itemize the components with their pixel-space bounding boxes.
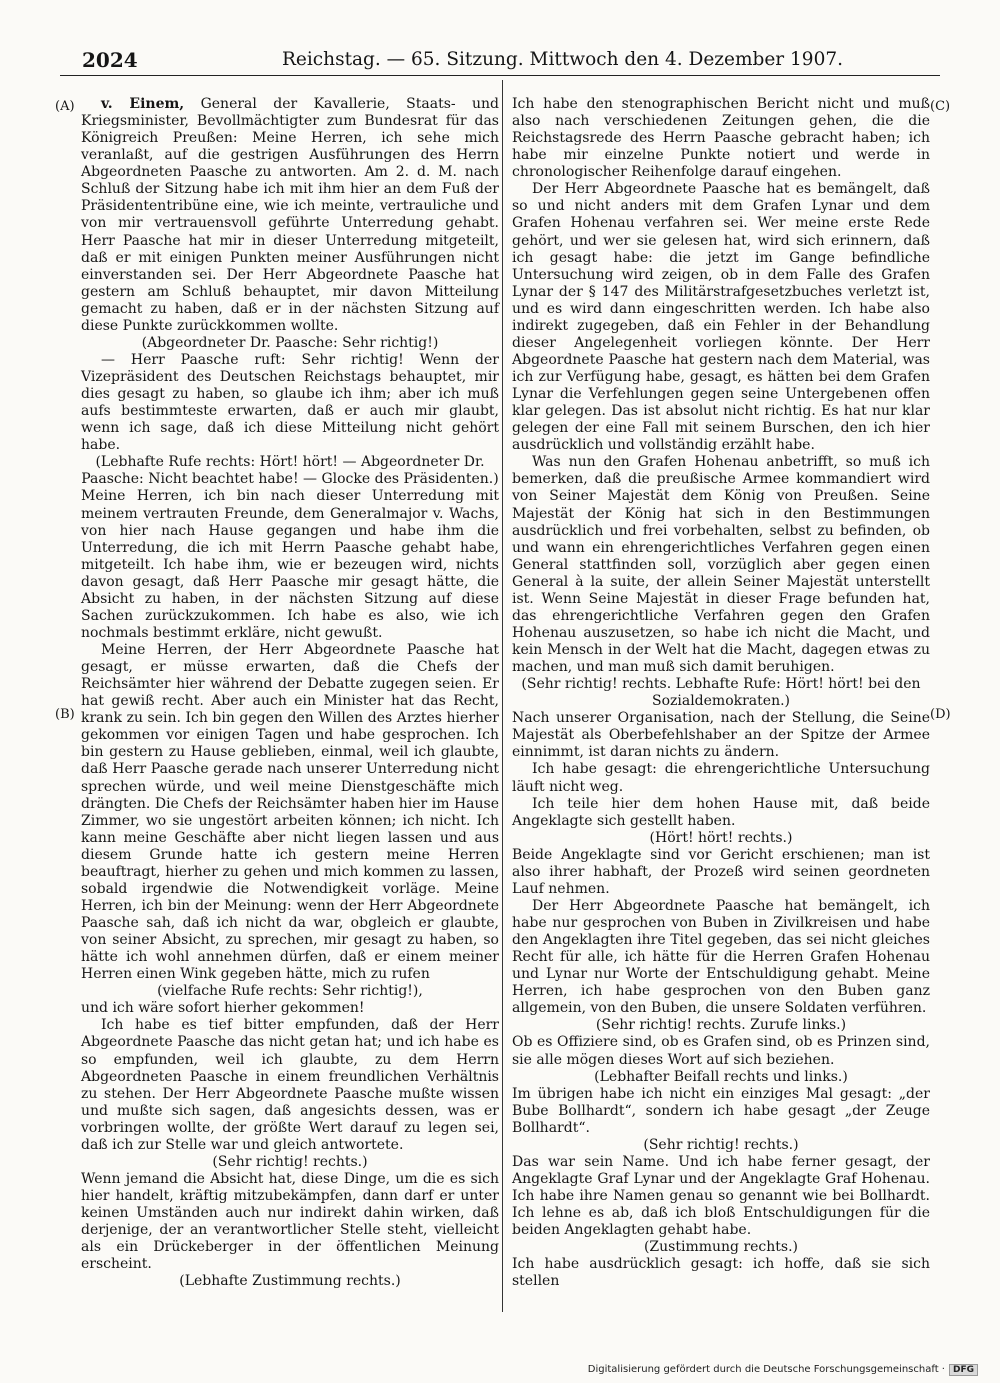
interjection: (Sehr richtig! rechts. Lebhafte Rufe: Hört! hört! bei den Sozialdemokraten.) (521, 676, 921, 710)
paragraph: Der Herr Abgeordnete Paasche hat bemängelt, ich habe nur gesprochen von Buben in Zivilkreisen und habe den Angeklagten ihre Titel gegeben, das sei nicht gleiches Recht für alle, ich hätte für die Herren Grafen Hohenau und Lynar nur Worte der Entschuldigung gehabt. Meine Herren, ich habe gesprochen von den Buben ganz allgemein, von den Buben, die unsere Soldaten verführen. (512, 897, 930, 1017)
paragraph: Der Herr Abgeordnete Paasche hat es bemängelt, daß so und nicht anders mit dem Grafen Lynar und dem Grafen Hohenau verfahren sei. Wer meine erste Rede gehört, und wer sie gelesen hat, wird sich erinnern, daß ich gesagt habe: die jetzt im Gange befindliche Untersuchung wird zeigen, ob in dem Falle des Grafen Lynar der § 147 des Militärstrafgesetzbuches verletzt ist, und es wird dann eingeschritten werden. Ich habe also indirekt zugegeben, daß ein Fehler in der Behandlung dieser Angelegenheit vorliegen könnte. Der Herr Abgeordnete Paasche hat gestern nach dem Material, was ich zur Verfügung habe, gesagt, es hätten bei dem Grafen Lynar die Verfehlungen gegen seine Untergebenen offen klar gelegen. Das ist absolut nicht richtig. Es hat nur klar gelegen der eine Fall mit seinem Burschen, den ich hier ausdrücklich und vollständig erzählt habe. (512, 181, 930, 454)
margin-mark-c: (C) (930, 99, 951, 114)
right-column (512, 96, 930, 1290)
interjection: (Abgeordneter Dr. Paasche: Sehr richtig!) (141, 334, 439, 351)
digitization-footer (588, 1364, 978, 1376)
paragraph (81, 96, 499, 335)
interjection: (Sehr richtig! rechts.) (212, 1153, 368, 1170)
paragraph: Ob es Offiziere sind, ob es Grafen sind, ob es Prinzen sind, sie alle mögen dieses Wort auf sich beziehen. (512, 1034, 930, 1068)
paragraph: Was nun den Grafen Hohenau anbetrifft, so muß ich bemerken, daß die preußische Armee kommandiert wird von Seiner Majestät dem König von Preußen. Seine Majestät der König hat sich in den Bestimmungen ausdrücklich und frei vorbehalten, selbst zu befinden, ob und wann ein ehrengerichtliches Verfahren gegen einen General stattfinden soll, vorzüglich aber gegen einen General à la suite, der allein Seiner Majestät unterstellt ist. Wenn Seine Majestät in dieser Frage befunden hat, das ehrengerichtliche Verfahren gegen den Grafen Hohenau auszusetzen, so habe ich nicht die Macht, und kein Mensch in der Welt hat die Macht, dagegen etwas zu machen, und man muß sich damit beruhigen. (512, 454, 930, 676)
paragraph: Nach unserer Organisation, nach der Stellung, die Seine Majestät als Oberbefehlshaber an der Spitze der Armee einnimmt, ist daran nichts zu ändern. (512, 710, 930, 761)
paragraph: Ich habe den stenographischen Bericht nicht und muß also nach verschiedenen Zeitungen gehen, die die Reichstagsrede des Herrn Paasche gebracht haben; ich habe mir einzelne Punkte notiert und werde in chronologischer Reihenfolge darauf eingehen. (512, 96, 930, 181)
paragraph: Meine Herren, ich bin nach dieser Unterredung mit meinem vertrauten Freunde, dem Generalmajor v. Wachs, von hier nach Hause gegangen und habe ihm die Unterredung, die ich mit Herrn Paasche gehabt habe, mitgeteilt. Ich habe ihm, wie er bezeugen wird, nichts davon gesagt, daß Herr Paasche mir gesagt hätte, die Absicht zu haben, in der nächsten Sitzung auf diese Sachen zurückzukommen. Ich habe es also, wie ich nochmals bestimmt erkläre, nicht gewußt. (81, 488, 499, 641)
footer-text: Digitalisierung gefördert durch die Deutsche Forschungsgemeinschaft · (587, 1364, 945, 1375)
left-column (81, 96, 499, 1290)
dfg-logo: DFG (949, 1364, 978, 1376)
speaker-name: v. Einem, (101, 96, 185, 112)
paragraph-text: General der Kavallerie, Staats- und Kriegsminister, Bevollmächtigter zum Bundesrat für das Königreich Preußen: Meine Herren, ich sehe mich veranlaßt, auf die gestrigen Ausführungen des Herrn Abgeordneten Paasche zu antworten. Am 2. d. M. nach Schluß der Sitzung habe ich mit ihm hier an dem Fuß der Präsidententribüne eine, wie ich meinte, vertrauliche und von mir vertrauensvoll geführte Unterredung gehabt. Herr Paasche hat mir in dieser Unterredung mitgeteilt, daß er mit einigen Punkten meiner Ausführungen nicht einverstanden sei. Der Herr Abgeordnete Paasche hat gestern am Schluß behauptet, mir davon Mitteilung gemacht zu haben, daß er in der nächsten Sitzung auf diese Punkte zurückkommen wollte. (81, 96, 499, 334)
interjection: (Lebhafter Beifall rechts und links.) (594, 1068, 848, 1085)
column-divider (502, 80, 503, 1312)
margin-mark-d: (D) (930, 707, 951, 722)
interjection: (Sehr richtig! rechts.) (643, 1136, 799, 1153)
page-number: 2024 (82, 48, 138, 72)
paragraph: Ich habe gesagt: die ehrengerichtliche Untersuchung läuft nicht weg. (512, 761, 930, 795)
paragraph: — Herr Paasche ruft: Sehr richtig! Wenn der Vizepräsident des Deutschen Reichstags behauptet, mir dies gesagt zu haben, so glaube ich ihm; aber ich muß aufs bestimmteste erwarten, daß er auch mir glaubt, wenn ich sage, daß ich diese Mitteilung nicht gehört habe. (81, 351, 499, 454)
margin-mark-a: (A) (55, 99, 75, 114)
interjection: (Lebhafte Zustimmung rechts.) (179, 1273, 401, 1290)
interjection: (Lebhafte Rufe rechts: Hört! hört! — Abgeordneter Dr. Paasche: Nicht beachtet habe! — Glocke des Präsidenten.) (81, 454, 499, 488)
header-rule (60, 75, 940, 76)
margin-mark-b: (B) (55, 707, 75, 722)
page-header (60, 48, 940, 74)
paragraph: Beide Angeklagte sind vor Gericht erschienen; man ist also ihrer habhaft, der Prozeß wird seinen geordneten Lauf nehmen. (512, 846, 930, 897)
paragraph: Ich habe ausdrücklich gesagt: ich hoffe, daß sie sich stellen (512, 1256, 930, 1290)
running-title: Reichstag. — 65. Sitzung. Mittwoch den 4. Dezember 1907. (282, 49, 843, 70)
paragraph: Wenn jemand die Absicht hat, diese Dinge, um die es sich hier handelt, kräftig mitzubekämpfen, dann darf er unter keinen Umständen auch nur indirekt dahin wirken, daß derjenige, der an verantwortlicher Stelle steht, vielleicht als ein Drückeberger in der öffentlichen Meinung erscheint. (81, 1170, 499, 1273)
paragraph: Das war sein Name. Und ich habe ferner gesagt, der Angeklagte Graf Lynar und der Angeklagte Graf Hohenau. Ich habe ihre Namen genau so genannt wie bei Bollhardt. Ich lehne es ab, daß ich bloß Entschuldigungen für die beiden Angeklagten gehabt habe. (512, 1153, 930, 1239)
interjection: (Sehr richtig! rechts. Zurufe links.) (595, 1017, 847, 1034)
interjection: (Hört! hört! rechts.) (649, 829, 793, 846)
paragraph: Im übrigen habe ich nicht ein einziges Mal gesagt: „der Bube Bollhardt“, sondern ich habe gesagt „der Zeuge Bollhardt“. (512, 1085, 930, 1136)
paragraph: Meine Herren, der Herr Abgeordnete Paasche hat gesagt, er müsse erwarten, daß die Chefs der Reichsämter hier während der Debatte zugegen seien. Er hat gewiß recht. Aber auch ein Minister hat das Recht, krank zu sein. Ich bin gegen den Willen des Arztes hierher gekommen vor einigen Tagen und habe gesprochen. Ich bin gestern zu Hause geblieben, einmal, weil ich glaubte, daß Herr Paasche gerade nach unserer Unterredung nicht sprechen würde, und weil meine Dienstgeschäfte mich drängten. Die Chefs der Reichsämter haben hier im Hause Zimmer, wo sie ungestört arbeiten können; ich nicht. Ich kann meine Geschäfte aber nicht liegen lassen und aus diesem Grunde hatte ich gestern meine Herren beauftragt, hierher zu gehen und mich kommen zu lassen, sobald irgendwie die Notwendigkeit vorläge. Meine Herren, ich bin der Meinung: wenn der Herr Abgeordnete Paasche sah, daß ich nicht da war, obgleich er glaubte, von seiner Absicht, zu sprechen, mir gesagt zu haben, so hätte ich wohl annehmen dürfen, daß er einem meiner Herren einen Wink gegeben hätte, mich zu rufen (81, 642, 499, 983)
paragraph: Ich habe es tief bitter empfunden, daß der Herr Abgeordnete Paasche das nicht getan hat; und ich habe es so empfunden, weil ich glaubte, zu dem Herrn Abgeordneten Paasche in einem freundlichen Verhältnis zu stehen. Der Herr Abgeordnete Paasche mußte wissen und mußte sich sagen, daß angesichts dessen, was er vorbringen wollte, der größte Wert darauf zu legen sei, daß ich zur Stelle war und gleich antwortete. (81, 1017, 499, 1153)
paragraph: Ich teile hier dem hohen Hause mit, daß beide Angeklagte sich gestellt haben. (512, 795, 930, 829)
paragraph: und ich wäre sofort hierher gekommen! (81, 1000, 365, 1017)
interjection: (Zustimmung rechts.) (643, 1239, 799, 1256)
interjection: (vielfache Rufe rechts: Sehr richtig!), (157, 983, 423, 1000)
